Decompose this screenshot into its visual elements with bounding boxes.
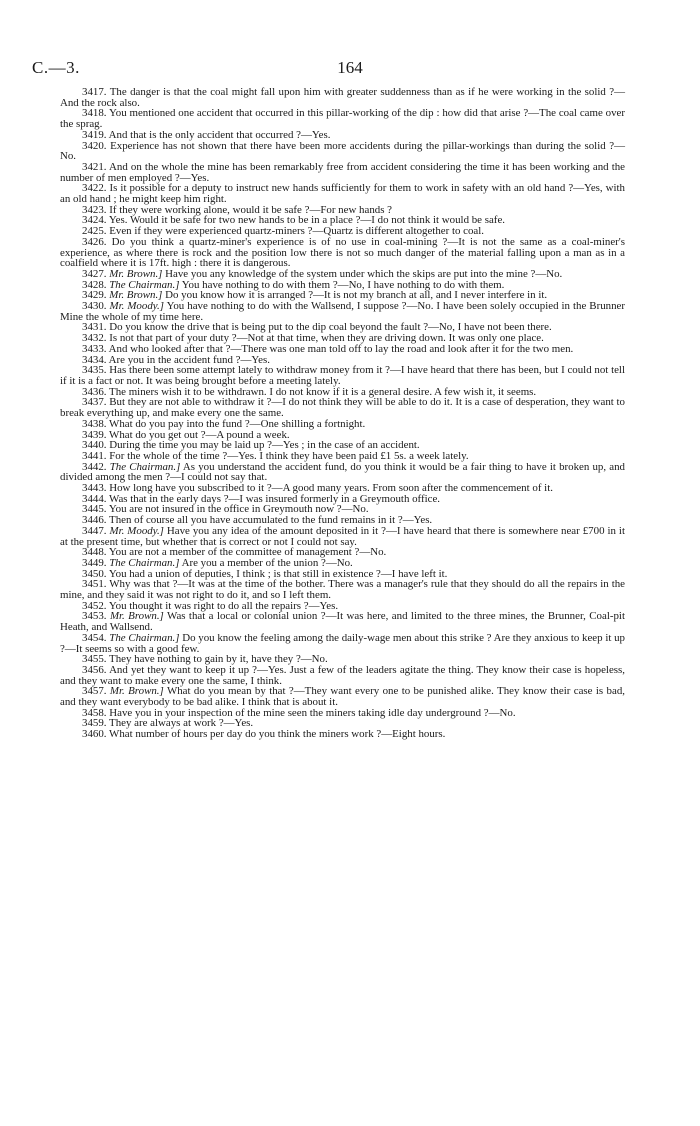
question-answer-text: Is not that part of your duty ?—Not at that time, when they are driving down. It was only one place. <box>109 332 544 345</box>
question-number: 3426. <box>82 235 107 248</box>
speaker-label: The Chairman.] <box>109 631 180 644</box>
question-number: 3459. <box>82 717 107 730</box>
question-number: 3418. <box>82 107 107 120</box>
question-answer-text: Yes. Would it be safe for two new hands to be in a place ?—I do not think it would be safe. <box>108 214 505 227</box>
question-answer-text: If they were working alone, would it be safe ?—For new hands ? <box>109 203 393 216</box>
question-answer-paragraph <box>60 162 625 183</box>
document-reference: C.—3. <box>32 58 80 77</box>
question-answer-paragraph <box>60 365 625 386</box>
question-answer-text: Was that a local or colonial union ?—It was here, and limited to the three mines, the Brunner, Coal-pit Heath, and Wallsend. <box>60 610 625 634</box>
question-number: 3436. <box>82 385 107 398</box>
question-number: 3442. <box>82 460 107 473</box>
question-number: 3458. <box>82 706 107 719</box>
question-answer-text: Is it possible for a deputy to instruct new hands sufficiently for them to work in safety with an old hand ?—Yes, with an old hand ; he might keep him right. <box>60 182 625 206</box>
question-answer-text: You have nothing to do with the Wallsend, I suppose ?—No. I have been solely occupied in the Brunner Mine the whole of my time here. <box>60 300 625 323</box>
question-answer-paragraph <box>60 462 625 483</box>
question-answer-text: Are you a member of the union ?—No. <box>181 556 353 569</box>
question-number: 3455. <box>82 653 107 666</box>
question-answer-text: But they are not able to withdraw it ?—I do not think they will be able to do it. It is a case of desperation, they want to break everything up, and make every one the same. <box>60 396 625 420</box>
question-number: 3429. <box>82 289 107 302</box>
question-answer-text: Even if they were experienced quartz-miners ?—Quartz is different altogether to coal. <box>109 225 485 238</box>
question-number: 3460. <box>82 728 107 741</box>
question-answer-text: What do you mean by that ?—They want every one to be punished alike. They know their case is bad, and they want everybody to be bad alike. I think that is about it. <box>60 685 625 709</box>
question-number: 3421. <box>82 160 107 173</box>
question-number: 3446. <box>82 514 107 527</box>
question-number: 3440. <box>82 439 107 452</box>
question-answer-paragraph <box>60 686 625 707</box>
question-answer-text: Was that in the early days ?—I was insured formerly in a Greymouth office. <box>109 492 441 505</box>
question-number: 3445. <box>82 503 107 516</box>
question-answer-paragraph <box>60 301 625 322</box>
question-answer-text: They have nothing to gain by it, have they ?—No. <box>109 653 328 666</box>
question-number: 3430. <box>82 300 107 313</box>
question-number: 3444. <box>82 492 107 505</box>
question-number: 3433. <box>82 342 107 355</box>
question-number: 3453. <box>82 610 107 623</box>
question-number: 3432. <box>82 332 107 345</box>
question-answer-text: You have nothing to do with them ?—No, I have nothing to do with them. <box>181 278 505 291</box>
question-answer-text: As you understand the accident fund, do you think it would be a fair thing to have it broken up, and divided among the men ?—I could not say that. <box>60 460 625 484</box>
question-number: 3439. <box>82 428 107 441</box>
question-answer-paragraph <box>60 579 625 600</box>
question-answer-paragraph <box>60 141 625 162</box>
question-answer-text: And yet they want to keep it up ?—Yes. Just a few of the leaders agitate the thing. They know their case is hopeless, and they want to make every one the same, I think. <box>60 663 625 687</box>
question-number: 3419. <box>82 128 107 141</box>
question-number: 3427. <box>82 267 107 280</box>
question-number: 3422. <box>82 182 107 195</box>
question-answer-text: Have you any idea of the amount deposited in it ?—I have heard that there is somewhere near £700 in it at the present time, but whether that is correct or not I could not say. <box>60 524 625 548</box>
page-header <box>32 58 668 82</box>
question-number: 3457. <box>82 685 107 698</box>
speaker-label: The Chairman.] <box>109 278 180 291</box>
speaker-label: The Chairman.] <box>109 556 180 569</box>
question-answer-text: Are you in the accident fund ?—Yes. <box>108 353 270 366</box>
question-answer-paragraph <box>60 237 625 269</box>
question-answer-text: Do you think a quartz-miner's experience is of no use in coal-mining ?—It is not the same as a coal-miner's experience, as where there is rock and the position low there is not so much danger of the material falling upon a man as in a coalfield where it is 17ft. high : there it is dangerous. <box>60 235 625 270</box>
question-number: 3451. <box>82 578 107 591</box>
question-number: 3448. <box>82 546 107 559</box>
question-answer-text: What do you pay into the fund ?—One shilling a fortnight. <box>109 417 366 430</box>
question-answer-paragraph <box>60 665 625 686</box>
question-answer-text: And who looked after that ?—There was one man told off to lay the road and look after it for the two men. <box>108 342 574 355</box>
question-answer-text: Have you in your inspection of the mine seen the miners taking idle day underground ?—No. <box>109 706 516 719</box>
speaker-label: Mr. Brown.] <box>109 289 163 302</box>
speaker-label: Mr. Moody.] <box>109 524 164 537</box>
question-answer-text: The danger is that the coal might fall upon him with greater suddenness than as if he were working in the solid ?—And the rock also. <box>60 86 625 109</box>
question-answer-text: What number of hours per day do you think the miners work ?—Eight hours. <box>109 728 446 741</box>
question-number: 3438. <box>82 417 107 430</box>
question-number: 3417. <box>82 86 107 98</box>
speaker-label: The Chairman.] <box>109 460 181 473</box>
question-answer-paragraph <box>60 108 625 129</box>
question-answer-paragraph <box>60 397 625 418</box>
question-answer-text: What do you get out ?—A pound a week. <box>109 428 290 441</box>
question-answer-paragraph <box>60 611 625 632</box>
question-answer-text: Do you know the drive that is being put to the dip coal beyond the fault ?—No, I have not been there. <box>109 321 552 334</box>
question-answer-text: Has there been some attempt lately to withdraw money from it ?—I have heard that there has been, but I could not tell if it is a fact or not. It was being brought before a meeting lately. <box>60 364 625 387</box>
question-answer-text: And that is the only accident that occurred ?—Yes. <box>108 128 331 141</box>
question-number: 3428. <box>82 278 107 291</box>
question-answer-text: And on the whole the mine has been remarkably free from accident considering the time it has been working and the number of men employed ?—Yes. <box>60 160 626 184</box>
question-answer-text: Have you any knowledge of the system under which the skips are put into the mine ?—No. <box>165 267 563 280</box>
question-answer-text: You thought it was right to do all the repairs ?—Yes. <box>108 599 339 612</box>
question-answer-text: The miners wish it to be withdrawn. I do not know if it is a general desire. A few wish it, it seems. <box>109 385 537 398</box>
speaker-label: Mr. Brown.] <box>109 267 163 280</box>
page-number: 164 <box>337 58 363 77</box>
question-answer-text: Do you know how it is arranged ?—It is not my branch at all, and I never interfere in it. <box>165 289 548 302</box>
question-number: 3441. <box>82 449 107 462</box>
question-answer-text: They are always at work ?—Yes. <box>109 717 254 730</box>
question-answer-paragraph <box>60 526 625 547</box>
question-answer-paragraph <box>60 729 625 740</box>
speaker-label: Mr. Moody.] <box>109 300 164 313</box>
question-answer-text: During the time you may be laid up ?—Yes ; in the case of an accident. <box>109 439 420 452</box>
speaker-label: Mr. Brown.] <box>109 610 164 623</box>
question-answer-text: You had a union of deputies, I think ; is that still in existence ?—I have left it. <box>108 567 448 580</box>
question-answer-text: You mentioned one accident that occurred in this pillar-working of the dip : how did that arise ?—The coal came over the sprag. <box>60 107 625 131</box>
question-number: 3424. <box>82 214 107 227</box>
question-number: 3450. <box>82 567 107 580</box>
question-number: 3456. <box>82 663 107 676</box>
question-answer-text: Then of course all you have accumulated to the fund remains in it ?—Yes. <box>109 514 433 527</box>
question-number: 3443. <box>82 482 107 495</box>
question-answer-paragraph <box>60 183 625 204</box>
question-number: 3454. <box>82 631 107 644</box>
question-answer-text: For the whole of the time ?—Yes. I think they have been paid £1 5s. a week lately. <box>109 449 469 462</box>
question-number: 3452. <box>82 599 107 612</box>
question-number: 3435. <box>82 364 107 377</box>
question-number: 3423. <box>82 203 107 216</box>
question-answer-text: You are not a member of the committee of management ?—No. <box>108 546 387 559</box>
question-answer-text: You are not insured in the office in Greymouth now ?—No. <box>108 503 369 516</box>
question-answer-paragraph <box>60 633 625 654</box>
question-number: 3449. <box>82 556 107 569</box>
question-number: 3420. <box>82 139 107 152</box>
question-answer-text: Experience has not shown that there have been more accidents during the pillar-workings than during the solid ?—No. <box>60 139 625 163</box>
question-number: 3431. <box>82 321 107 334</box>
speaker-label: Mr. Brown.] <box>109 685 164 698</box>
question-answer-text: Why was that ?—It was at the time of the bother. There was a manager's rule that they should do all the repairs in the mine, and they said it was not right to do it, and so I left them. <box>60 578 625 602</box>
question-number: 3437. <box>82 396 107 409</box>
question-number: 3434. <box>82 353 107 366</box>
testimony-body <box>60 87 625 740</box>
question-answer-text: How long have you subscribed to it ?—A good many years. From soon after the commencement of it. <box>109 482 553 495</box>
question-number: 3447. <box>82 524 107 537</box>
question-number: 2425. <box>82 225 107 238</box>
question-answer-text: Do you know the feeling among the daily-wage men about this strike ? Are they anxious to keep it up ?—It seems so with a good few. <box>60 631 625 655</box>
question-answer-paragraph <box>60 87 625 108</box>
